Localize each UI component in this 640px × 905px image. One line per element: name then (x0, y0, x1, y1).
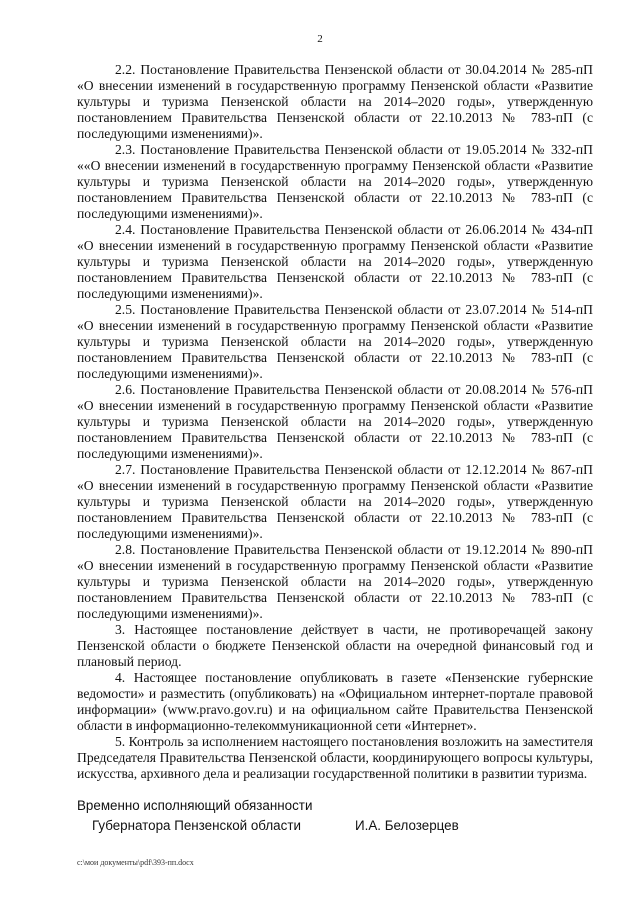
signatory-name: И.А. Белозерцев (355, 818, 459, 833)
page-number: 2 (317, 33, 323, 45)
paragraph-3: 3. Настоящее постановление действует в части, не противоречащей закону Пензенской области о бюджете Пензенской области на очередной финансовый год и плановый период. (77, 622, 593, 669)
document-body (77, 62, 593, 782)
paragraph-2-2: 2.2. Постановление Правительства Пензенской области от 30.04.2014 № 285-пП «О внесении изменений в государственную программу Пензенской области «Развитие культуры и туризма Пензенской области на 2014–2020 годы», утвержденную постановлением Правительства Пензенской области от 22.10.2013 № 783-пП (с последующими изменениями)». (77, 62, 593, 141)
paragraph-5: 5. Контроль за исполнением настоящего постановления возложить на заместителя Председателя Правительства Пензенской области, координирующего вопросы культуры, искусства, архивного дела и реализации государственной политики в развитии туризма. (77, 734, 593, 781)
paragraph-2-3: 2.3. Постановление Правительства Пензенской области от 19.05.2014 № 332-пП ««О внесении изменений в государственную программу Пензенской области «Развитие культуры и туризма Пензенской области на 2014–2020 годы», утвержденную постановлением Правительства Пензенской области от 22.10.2013 № 783-пП (с последующими изменениями)». (77, 142, 593, 221)
paragraph-2-5: 2.5. Постановление Правительства Пензенской области от 23.07.2014 № 514-пП «О внесении изменений в государственную программу Пензенской области «Развитие культуры и туризма Пензенской области на 2014–2020 годы», утвержденную постановлением Правительства Пензенской области от 22.10.2013 № 783-пП (с последующими изменениями)». (77, 302, 593, 381)
file-path-footer: c:\мои документы\pdf\393-пп.docx (77, 858, 194, 867)
paragraph-2-7: 2.7. Постановление Правительства Пензенской области от 12.12.2014 № 867-пП «О внесении изменений в государственную программу Пензенской области «Развитие культуры и туризма Пензенской области на 2014–2020 годы», утвержденную постановлением Правительства Пензенской области от 22.10.2013 № 783-пП (с последующими изменениями)». (77, 462, 593, 541)
signature-position-line: Временно исполняющий обязанности (77, 798, 313, 813)
signature-title-line (92, 818, 512, 833)
paragraph-4: 4. Настоящее постановление опубликовать в газете «Пензенские губернские ведомости» и разместить (опубликовать) на «Официальном интернет-портале правовой информации» (www.pravo.gov.ru) и на официальном сайте Правительства Пензенской области в информационно-телекоммуникационной сети «Интернет». (77, 670, 593, 733)
paragraph-2-6: 2.6. Постановление Правительства Пензенской области от 20.08.2014 № 576-пП «О внесении изменений в государственную программу Пензенской области «Развитие культуры и туризма Пензенской области на 2014–2020 годы», утвержденную постановлением Правительства Пензенской области от 22.10.2013 № 783-пП (с последующими изменениями)». (77, 382, 593, 461)
signature-title: Губернатора Пензенской области (92, 818, 301, 833)
paragraph-2-4: 2.4. Постановление Правительства Пензенской области от 26.06.2014 № 434-пП «О внесении изменений в государственную программу Пензенской области «Развитие культуры и туризма Пензенской области на 2014–2020 годы», утвержденную постановлением Правительства Пензенской области от 22.10.2013 № 783-пП (с последующими изменениями)». (77, 222, 593, 301)
paragraph-2-8: 2.8. Постановление Правительства Пензенской области от 19.12.2014 № 890-пП «О внесении изменений в государственную программу Пензенской области «Развитие культуры и туризма Пензенской области на 2014–2020 годы», утвержденную постановлением Правительства Пензенской области от 22.10.2013 № 783-пП (с последующими изменениями)». (77, 542, 593, 621)
